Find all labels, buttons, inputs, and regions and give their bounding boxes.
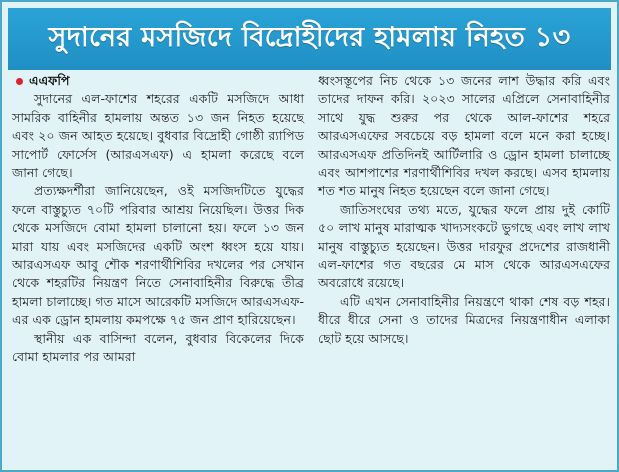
headline: সুদানের মসজিদে বিদ্রোহীদের হামলায় নিহত ১৩ <box>8 8 611 70</box>
bullet-dot-icon <box>16 78 23 85</box>
left-paragraph-1: সুদানের এল-ফাশের শহরের একটি মসজিদে আধা সামরিক বাহিনীর হামলায় অন্তত ১৩ জন নিহত হয়েছে এবং ২০ জন আহত হয়েছে। বুধবার বিদ্রোহী গোষ্ঠী র‍্যাপিড সাপোর্ট ফোর্সেস (আরএসএফ) এ হামলা করেছে বলে জানা গেছে। <box>12 91 304 181</box>
right-column <box>318 72 610 470</box>
left-paragraph-2: প্রত্যক্ষদর্শীরা জানিয়েছেন, ওই মসজিদটিতে যুদ্ধের ফলে বাস্তুচ্যুত ৭০টি পরিবার আশ্রয় নিয়েছিল। উত্তর দিক থেকে মসজিদে বোমা হামলা চালানো হয়। ফলে ১৩ জন মারা যায় এবং মসজিদের একটি অংশ ধ্বংস হয়ে যায়। আরএসএফ আবু শৌক শরণার্থীশিবির দখলের পর সেখান থেকে শহরটির নিয়ন্ত্রণ নিতে সেনাবাহিনীর বিরুদ্ধে তীব্র হামলা চালাচ্ছে। গত মাসে আরেকটি মসজিদে আরএসএফ-এর এক ড্রোন হামলায় কমপক্ষে ৭৫ জন প্রাণ হারিয়েছেন। <box>12 183 304 328</box>
right-paragraph-1: ধ্বংসস্তূপের নিচ থেকে ১৩ জনের লাশ উদ্ধার করি এবং তাদের দাফন করি। ২০২৩ সালের এপ্রিলে সেনাবাহিনীর সাথে যুদ্ধ শুরুর পর থেকে আল-ফাশের শহরে আরএসএফের সবচেয়ে বড় হামলা বলে মনে করা হচ্ছে। আরএসএফ প্রতিদিনই আর্টিলারি ও ড্রোন হামলা চালাচ্ছে এবং আশপাশের শরণার্থীশিবির দখল করছে। এসব হামলায় শত শত মানুষ নিহত হয়েছেন বলে জানা গেছে। <box>318 73 610 199</box>
left-column <box>12 72 304 470</box>
right-paragraph-3: এটি এখন সেনাবাহিনীর নিয়ন্ত্রণে থাকা শেষ বড় শহর। ধীরে ধীরে সেনা ও তাদের মিত্রদের নিয়ন্ত্রণাধীন এলাকা ছোট হয়ে আসছে। <box>318 293 610 346</box>
dateline-source: এএফপি <box>29 73 70 88</box>
dateline <box>12 72 304 90</box>
left-paragraph-3: স্থানীয় এক বাসিন্দা বলেন, বুধবার বিকেলের দিকে বোমা হামলার পর আমরা <box>12 330 304 365</box>
right-paragraph-2: জাতিসংঘের তথ্য মতে, যুদ্ধের ফলে প্রায় দুই কোটি ৫০ লাখ মানুষ মারাত্মক খাদ্যসংকটে ভুগছে এবং লাখ লাখ মানুষ বাস্তুচ্যুত হয়েছেন। উত্তর দারফুর প্রদেশের রাজধানী এল-ফাশের গত বছরের মে মাস থেকে আরএসএফের অবরোধে রয়েছে। <box>318 201 610 291</box>
article-body <box>12 72 611 470</box>
